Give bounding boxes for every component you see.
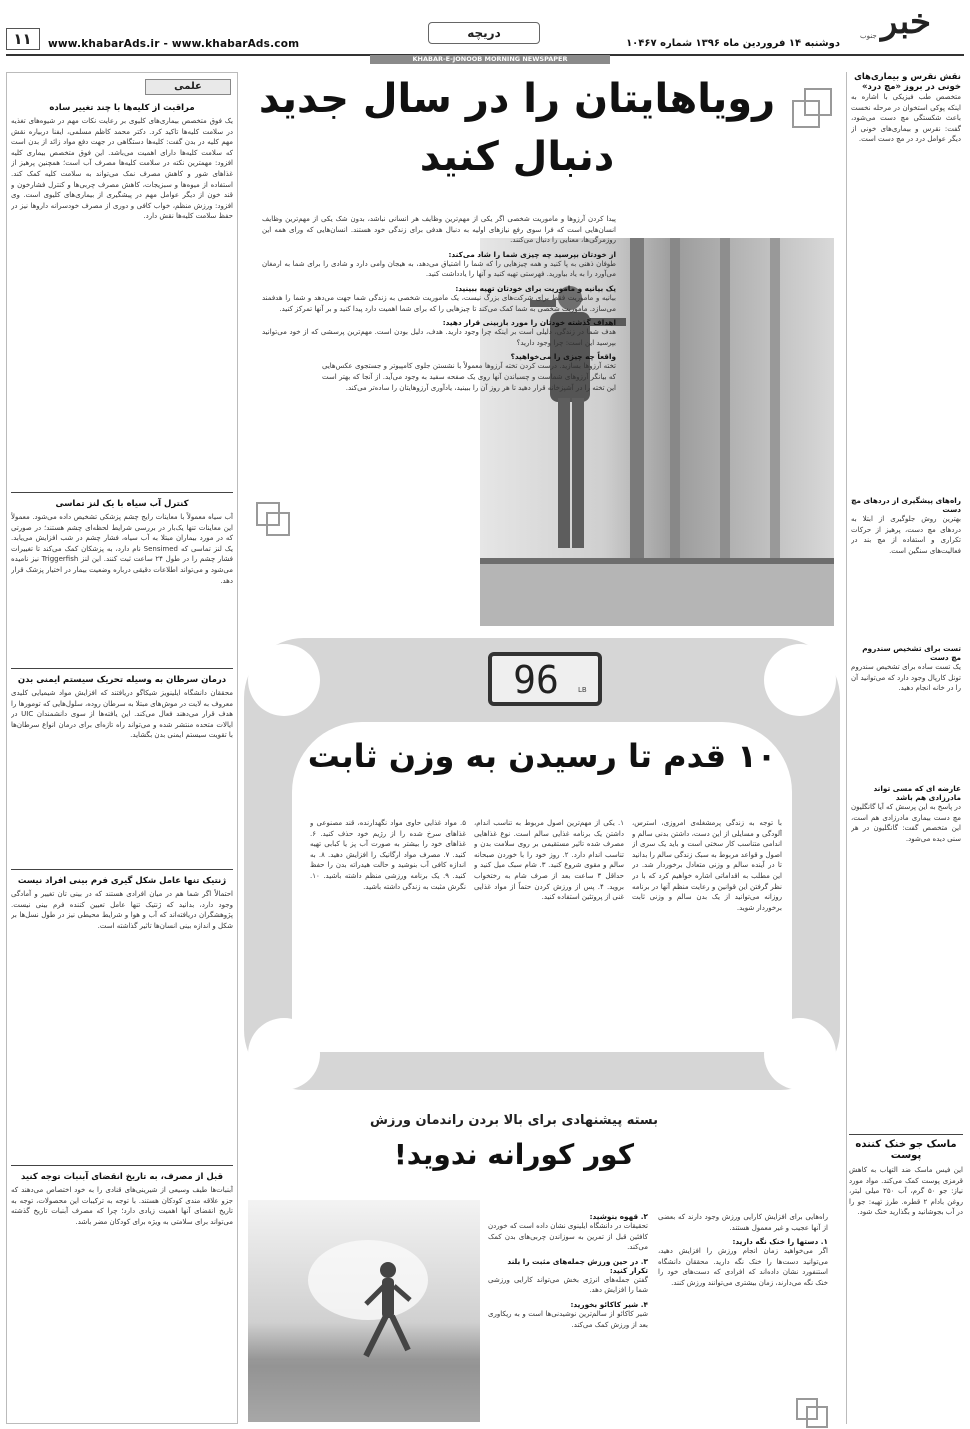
scale-display: [488, 652, 602, 706]
scale-feature: [244, 638, 840, 1098]
running-col-left: [488, 1212, 648, 1330]
main-article-text: [262, 214, 616, 393]
main-article-intro: پیدا کردن آرزوها و ماموریت شخصی اگر یکی از مهم‌ترین وظایف هر انسانی نباشد، بدون شک یکی از مهم‌ترین وظایف انسان‌هایی است که فرا سوی رفع نیازهای اولیه به دنبال هدفی برای زندگی خود هستند. انسان‌هایی که ورای همه این روزمرگی‌ها، معنایی را دنبال می‌کنند.: [262, 215, 616, 245]
running-heading: ۲. قهوه بنوشید:: [589, 1212, 648, 1221]
section-body: هدف شما در زندگی، دلیلی است بر اینکه چرا وجود دارید. هدف، دلیل بودن است. مهم‌ترین پرسشی که از خود می‌توانید بپرسید این است: چرا وجود دارید؟: [262, 328, 616, 347]
deco-square: [266, 512, 290, 536]
right-article-title: تست برای تشخیص سندروم مچ دست: [862, 644, 961, 662]
left-article: [11, 103, 233, 486]
header-bar: [0, 0, 970, 62]
left-article-body: آبنبات‌ها طیف وسیعی از شیرینی‌های قنادی را به خود اختصاص می‌دهند که جزو علاقه مندی کودکان هستند. با توجه به ترکیبات این محصولات، توجه به تاریخ انقضای آنها اهمیت زیادی دارد؛ چرا که مصرف آبنبات تاریخ گذشته می‌تواند برای سلامتی به ویژه برای کودکان مضر باشد.: [11, 1186, 233, 1226]
left-article-body: یک فوق متخصص بیماری‌های کلیوی بر رعایت نکات مهم در شیوه‌های تغذیه در سلامت کلیه‌ها تاکید کرد. دکتر محمد کاظم مسلمی، ایفنا دربیاره نقش مهم کلیه در بدن گفت: کلیه‌ها دستگاهی در جهت دفع مواد زائد از بدن است که سلامت کلیه‌ها دارای اهمیت می‌باشد. این فوق متخصص بیماری کلیه افزود: مهمترین نکته در سلامت کلیه‌ها مصرف آب است؛ همچنین پرهیز از غذاهای شور و کاهش مصرف نمک می‌تواند به سلامت کلیه کمک کند. استفاده از میوه‌ها و سبزیجات، کاهش مصرف چربی‌ها و کنترل فشارخون و قند خون از دیگر عوامل مهم در پیشگیری از بیماری‌های کلیوی است. وی افزود: ورزش منظم، خواب کافی و دوری از مصرف خودسرانه داروها نیز در حفظ سلامت کلیه‌ها نقش دارد.: [11, 117, 233, 221]
logo: [848, 4, 964, 48]
right-article-title: ماسک جو خنک کننده پوست: [855, 1139, 957, 1161]
section-heading: اهداف گذشته خودتان را مورد بازبینی قرار دهید:: [442, 318, 616, 328]
main-article: [244, 72, 840, 632]
section-body: طوفان ذهنی به پا کنید و همه چیزهایی را که شما را اشتیاق می‌دهد، به هیجان وامی دارد و شادی را برای شما به ارمغان می‌آورد را به یاد بیاورید. فهرستی تهیه کنید و آنها را یادداشت کنید.: [262, 259, 616, 279]
section-body: بیانیه و ماموریت فقط برای شرکت‌های بزرگ نیست، یک ماموریت شخصی به زندگی شما جهت می‌دهد و شما را هدفمند می‌سازد. ماموریت شخصی به شما کمک می‌کند تا چیزهایی را که برای شما اهمیت دارد پیدا کنید و بر آنها تمرکز کنید.: [262, 293, 616, 313]
running-heading: ۳. در حین ورزش جمله‌های مثبت را بلند تکرار کنید:: [507, 1256, 648, 1275]
right-column: [846, 72, 964, 1424]
logo-text: خبر: [880, 2, 932, 42]
page-number-box: [6, 28, 40, 50]
left-article-body: آب سیاه معمولاً با معاینات رایج چشم پزشکی تشخیص داده می‌شود. معمولاً این معاینات تنها یک‌بار در بررسی شرایط لحظه‌ای چشم هستند؛ در صورتی که در مورد بیماران مبتلا به آب سیاه، فشار چشم در شب افزایش می‌یابد. یک لنز تماسی که Sensimed نام دارد، به پزشکان کمک می‌کند تا تغییرات فشار چشم را در طول ۲۴ ساعت ثبت کنند. این لنز Triggerfish نیز نامیده می‌شود و می‌تواند اطلاعات دقیقی درباره وضعیت بیمار در اختیار پزشک قرار دهد.: [11, 513, 233, 585]
scale-display-unit: LB: [578, 686, 587, 694]
left-articles: [11, 99, 233, 1415]
scale-col-middle: ۱. یکی از مهم‌ترین اصول مربوط به تناسب اندام، داشتن یک برنامه غذایی سالم است. نوع غذاهایی مصرف شده تاثیر مستقیمی بر روی سلامت بدن و تناسب اندام دارد. ۲. روز خود را با خوردن صبحانه سالم و مقوی شروع کنید. ۳. شام سبک میل کنید و حداقل ۳ ساعت بعد از صرف شام به رختخواب بروید. ۴. پس از ورزش کردن حتماً از مواد غذایی غنی از پروتئین استفاده کنید.: [474, 819, 624, 902]
masthead-text: KHABAR-E-JONOOB MORNING NEWSPAPER: [412, 55, 568, 63]
section-tab: [428, 22, 540, 44]
divider: [11, 869, 233, 870]
right-article: [851, 784, 961, 1062]
right-article: [851, 496, 961, 634]
divider: [11, 1165, 233, 1166]
running-body: شیر کاکائو از سالم‌ترین نوشیدنی‌ها است و به ریکاوری بعد از ورزش کمک می‌کند.: [488, 1309, 648, 1329]
running-body: تحقیقات در دانشگاه ایلینوی نشان داده است که خوردن کافئین قبل از تمرین به سوزاندن چربی‌های بدن کمک می‌کند.: [488, 1222, 648, 1252]
section-body: تخته آرزوها بسازید. درست کردن تخته آرزوها معمولاً با نشستن جلوی کامپیوتر و جستجوی عکس‌هایی که بیانگر آرزوهای شماست و چسباندن آنها روی یک صفحه سفید به وجود می‌آید. از آنجا که بهتر است این تخته را در آشپزخانه قرار دهید تا هر روز آن را ببینید، یادآوری آرزوهایتان را ساده‌تر می‌کند.: [322, 362, 616, 392]
right-article: [851, 72, 961, 502]
left-article-title: کنترل آب سیاه با یک لنز تماسی: [55, 499, 189, 509]
section-heading: از خودتان بپرسید چه چیزی شما را شاد می‌کند:: [448, 249, 616, 259]
right-article-body: بهترین روش جلوگیری از ابتلا به دردهای مچ دست، پرهیز از حرکات تکراری و استفاده از مچ بند در فعالیت‌های سنگین است.: [851, 515, 961, 555]
science-tag-label: علمی: [174, 81, 202, 92]
right-article-title: نقش نقرس و بیماری‌های خونی در بروز «مچ درد»: [854, 72, 961, 92]
science-tag: [145, 79, 231, 95]
masthead-strip: [370, 55, 610, 64]
scale-display-value: 96: [513, 658, 559, 702]
left-article-title: درمان سرطان به وسیله تحریک سیستم ایمنی بدن: [17, 675, 227, 685]
running-col-right: [658, 1212, 828, 1289]
deco-square: [792, 100, 820, 128]
main-article-title-2: دنبال کنید: [419, 134, 615, 180]
running-kicker: بسته پیشنهادی برای بالا بردن راندمان ورزش: [369, 1113, 659, 1128]
scale-frame: [244, 638, 840, 1090]
left-article-body: احتمالاً اگر شما هم در میان افرادی هستند که در بینی تان تغییر و آمادگی وجود دارد، بدانید که ژنتیک تنها عامل تعیین کننده فرم بینی نیست. پژوهشگران دریافته‌اند که آب و هوا و شرایط محیطی نیز در طول نسل‌ها بر شکل و اندازه بینی انسان‌ها تاثیر گذاشته است.: [11, 890, 233, 930]
right-article: [851, 644, 961, 782]
left-article-title: ژنتیک تنها عامل شکل گیری فرم بینی افراد نیست: [17, 876, 227, 886]
left-article: [11, 876, 233, 1159]
left-column: [6, 72, 238, 1424]
scale-foot: [764, 644, 836, 716]
section-heading: واقعاً چه چیزی را می‌خواهید؟: [510, 352, 616, 362]
main-article-title: رویاهایتان را در سال جدید: [258, 76, 776, 122]
deco-square: [806, 1406, 828, 1428]
running-heading: ۱. دستها را خنک نگه دارید:: [732, 1237, 828, 1247]
left-article-title: قبل از مصرف، به تاریخ انقضای آبنبات توجه کنید: [20, 1172, 224, 1182]
right-article-body: این فیس ماسک ضد التهاب به کاهش قرمزی پوست کمک می‌کند. مواد مورد نیاز: جو ۵۰ گرم، آب ۲۵۰ میلی لیتر، روغن بادام ۲ قطره. طرز تهیه: جو را در آب بجوشانید و بگذارید خنک شود.: [849, 1166, 963, 1217]
right-article-body: متخصص طب فیزیکی با اشاره به اینکه پوکی استخوان در مرحله نخست باعث شکستگی مچ دست می‌شود، گفت: نقرس و بیماری‌های خونی از دیگر عوامل درد در مچ دست است.: [851, 93, 961, 144]
divider: [11, 668, 233, 669]
section-heading: یک بیانیه و ماموریت برای خودتان تهیه ببینید:: [455, 283, 616, 293]
running-heading: ۴. شیر کاکائو بخورید:: [570, 1299, 648, 1309]
running-title: کور کورانه ندوید!: [393, 1138, 635, 1171]
running-body: گفتن جمله‌های انرژی بخش می‌تواند کارایی ورزشی شما را افزایش دهد.: [488, 1275, 648, 1295]
left-article-body: محققان دانشگاه ایلینویز شیکاگو دریافتند که افزایش مواد شیمیایی کلیدی معروف به لایت در موش‌های مبتلا به سرطان روده، سلول‌هایی که تومورها را هدف قرار می‌دهند فعال می‌کند. این یافته‌ها از سوی دانشمندان UIC در ایالات متحده منتشر شده و می‌تواند راه تازه‌ای برای درمان انواع سرطان‌ها با تقویت سیستم ایمنی بدن بگشاید.: [11, 689, 233, 740]
left-article: [11, 675, 233, 863]
runner-illustration: [248, 1200, 480, 1422]
divider: [849, 1134, 963, 1135]
issue-date: دوشنبه ۱۴ فروردین ماه ۱۳۹۶ شماره ۱۰۴۶۷: [626, 38, 840, 49]
scale-col-left: ۵. مواد غذایی حاوی مواد نگهدارنده، قند مصنوعی و غذاهای سرخ شده را از رژیم خود حذف کنید. ۶. غذاهای خود را بیشتر به صورت آب پز یا کبابی تهیه کنید. ۷. مصرف مواد ارگانیک را افزایش دهید. ۸. به اندازه کافی آب بنوشید و حالت هیدراته بدن را حفظ کنید. ۹. یک برنامه ورزشی منظم داشته باشید. ۱۰. نگرش مثبت به زندگی داشته باشید.: [310, 819, 466, 891]
logo-sub: جنوب: [860, 32, 877, 40]
scale-foot: [248, 644, 320, 716]
left-article: [11, 1172, 233, 1415]
left-article-title: مراقبت از کلیه‌ها با چند تغییر ساده: [49, 103, 195, 113]
running-body: اگر می‌خواهید زمان انجام ورزش را افزایش دهید، می‌توانید دست‌ها را خنک نگه دارید. محققان دانشگاه استنفورد نشان داده‌اند که افرادی که دست‌های خود را خنک نگه می‌دارند، زمان بیشتری می‌توانند ورزش کنند.: [658, 1247, 828, 1287]
section-tab-label: دریچه: [467, 26, 501, 40]
right-article-body: در پاسخ به این پرسش که آیا گانگلیون مچ دست بیماری مادرزادی هم است، این متخصص گفت: گانگلیون در هر سنی دیده می‌شود.: [851, 803, 961, 843]
right-article-body: یک تست ساده برای تشخیص سندروم تونل کارپال وجود دارد که می‌توانید آن را در خانه انجام دهید.: [851, 663, 961, 693]
divider: [11, 492, 233, 493]
website-url[interactable]: www.khabarAds.ir - www.khabarAds.com: [48, 38, 300, 50]
running-feature: [244, 1108, 840, 1424]
left-article: [11, 499, 233, 662]
right-article: [849, 1134, 963, 1429]
scale-col-right: با توجه به زندگی پرمشغله‌ی امروزی، استرس، آلودگی و مسایلی از این دست، داشتن بدنی سالم و اندامی متناسب کار سختی است و باید یک سری از اصول و قواعد مربوط به سبک زندگی سالم را بدانید تا در آینده سالم و وزنی متعادل برخوردار شد. در این مطلب به اقداماتی اشاره خواهیم کرد که با در نظر گرفتن این قوانین و رعایت منظم آنها در برنامه روزانه می‌توانید از یک بدن سالم و وزنی ثابت برخوردار شوید.: [632, 819, 782, 912]
page-number: ۱۱: [13, 30, 32, 48]
runner-photo: [248, 1200, 480, 1422]
running-intro: راه‌هایی برای افزایش کارایی ورزش وجود دارند که بعضی از آنها عجیب و غیر معمول هستند.: [658, 1213, 828, 1232]
right-article-title: راه‌های پیشگیری از دردهای مچ دست: [851, 496, 961, 514]
right-article-title: عارضه ای که مسی تواند مادرزادی هم باشد: [873, 784, 961, 802]
scale-feature-title: ۱۰ قدم تا رسیدن به وزن ثابت: [307, 737, 777, 775]
